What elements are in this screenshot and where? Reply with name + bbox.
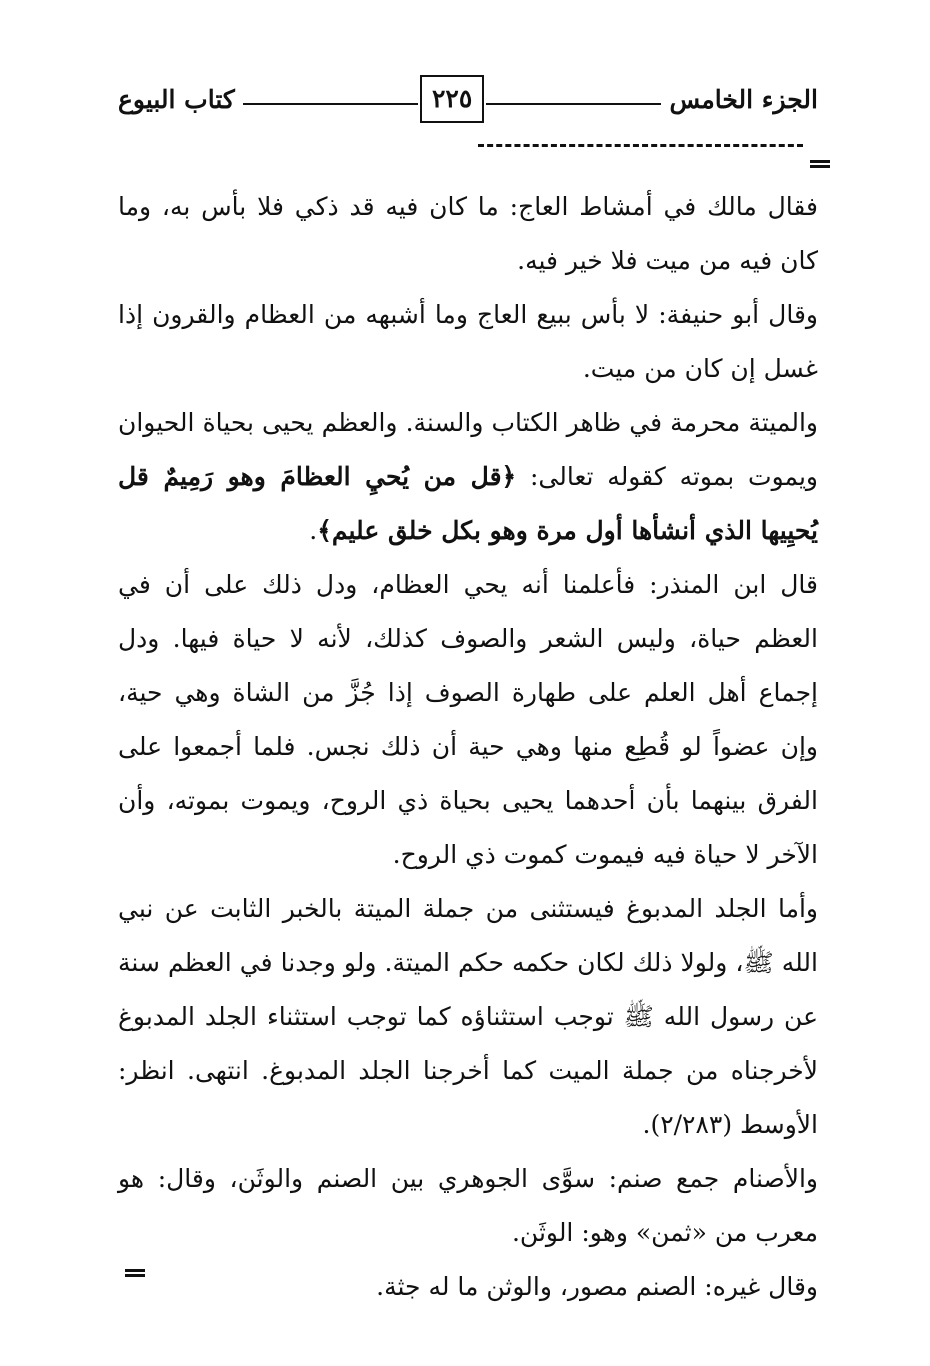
paragraph-ibn-almundhir: قال ابن المنذر: فأعلمنا أنه يحي العظام، ودل ذلك على أن في العظم حياة، وليس الشعر والصوف كذلك، لأنه لا حياة فيها. ودل إجماع أهل العلم على طهارة الصوف إذا جُزَّ من الشاة وهي حية، وإن عضواً لو قُطِع منها وهي حية أن ذلك نجس. فلما أجمعوا على الفرق بينهما بأن أحدهما يحيى بحياة ذي الروح، ويموت بموته، وأن الآخر لا حياة فيه فيموت كموت ذي الروح. bbox=[118, 570, 818, 869]
paragraph-maytah bbox=[118, 396, 818, 558]
page-number: ٢٢٥ bbox=[420, 75, 484, 123]
paragraph-asnam: والأصنام جمع صنم: سوَّى الجوهري بين الصنم والوثَن، وقال: هو معرب من «ثمن» وهو: الوثَن. bbox=[118, 1164, 818, 1247]
paragraph-others: وقال غيره: الصنم مصور، والوثن ما له جثة. bbox=[376, 1272, 818, 1301]
paragraph-tanned-skin: وأما الجلد المدبوغ فيستثنى من جملة الميتة بالخبر الثابت عن نبي الله ﷺ، ولولا ذلك لكان حكمه حكم الميتة. ولو وجدنا في العظم سنة عن رسول الله ﷺ توجب استثناؤه كما توجب استثناء الجلد المدبوغ لأخرجناه من جملة الميت كما أخرجنا الجلد المدبوغ. انتهى. انظر: الأوسط (٢/٢٨٣). bbox=[118, 894, 818, 1139]
book-label: كتاب البيوع bbox=[117, 84, 235, 114]
header-rule-right bbox=[486, 103, 661, 105]
paragraph-malik: فقال مالك في أمشاط العاج: ما كان فيه قد ذكي فلا بأس به، وما كان فيه من ميت فلا خير فيه. bbox=[118, 192, 818, 275]
dashed-divider bbox=[478, 144, 803, 147]
header-rule-left bbox=[243, 103, 418, 105]
paragraph-maytah-intro: والميتة محرمة في ظاهر الكتاب والسنة. والعظم يحيى بحياة الحيوان ويموت بموته كقوله تعالى: bbox=[118, 408, 818, 491]
paragraph-maytah-end: . bbox=[309, 516, 318, 545]
section-mark-top bbox=[810, 160, 830, 168]
paragraph-abu-hanifa: وقال أبو حنيفة: لا بأس ببيع العاج وما أشبهه من العظام والقرون إذا غسل إن كان من ميت. bbox=[118, 300, 818, 383]
quran-verse: ﴿قل من يُحيِ العظامَ وهو رَمِيمٌ قل يُحيِيها الذي أنشأها أول مرة وهو بكل خلق عليم﴾ bbox=[118, 462, 818, 545]
page-header bbox=[118, 70, 818, 128]
body-text bbox=[118, 180, 818, 1314]
section-mark-bottom bbox=[125, 1269, 145, 1277]
part-label: الجزء الخامس bbox=[669, 84, 818, 114]
